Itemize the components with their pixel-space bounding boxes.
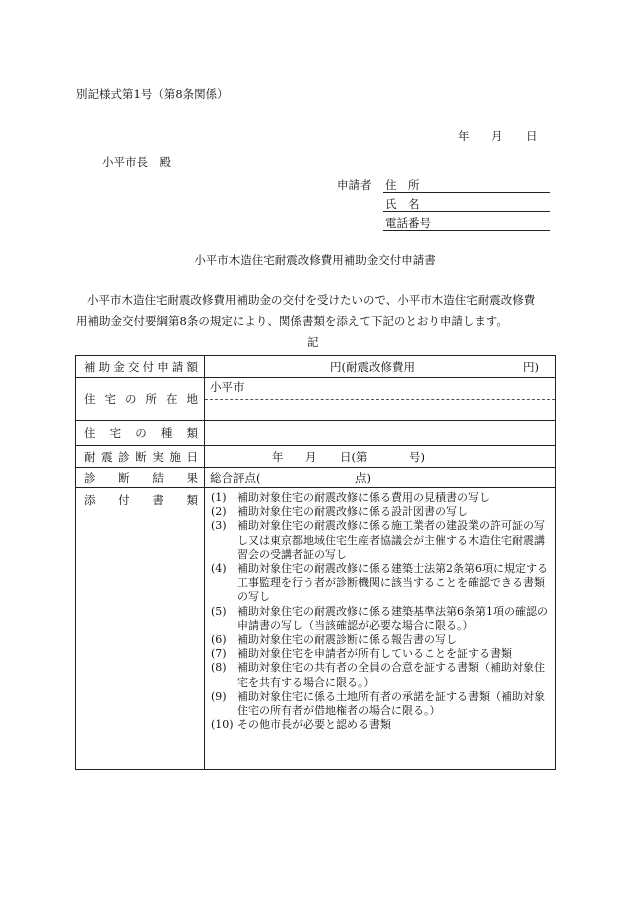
application-table (75, 355, 556, 770)
table-row-attachments (76, 488, 556, 770)
attachment-item (211, 647, 551, 661)
attachment-text: 補助対象住宅の耐震改修に係る設計図書の写し (237, 505, 468, 519)
attachment-item (211, 661, 551, 689)
location-label: 住宅の所在地 (76, 378, 205, 421)
attachment-item (211, 718, 551, 732)
attachment-text: 補助対象住宅の耐震改修に係る費用の見積書の写し (237, 491, 490, 504)
diagnosis-day: 日(第 (340, 449, 368, 464)
attachment-item (211, 491, 551, 505)
location-value-line2[interactable] (205, 400, 555, 420)
table-row-location (76, 378, 556, 421)
attachment-text: 補助対象住宅の耐震改修に係る建築基準法第6条第1項の確認の申請書の写し（当該確認が必要な場合に限る。） (237, 604, 548, 632)
location-value: 小平市 (205, 378, 555, 400)
amount-value: 円(耐震改修費用 (330, 359, 415, 374)
diagnosis-month: 月 (305, 449, 317, 464)
type-label: 住宅の種類 (76, 421, 205, 446)
attachment-number: (6) (211, 633, 227, 647)
ki-mark: 記 (307, 335, 319, 349)
attachment-item (211, 562, 551, 605)
document-title: 小平市木造住宅耐震改修費用補助金交付申請書 (194, 253, 436, 267)
diagnosis-number: 号) (409, 449, 425, 464)
address-field-label: 住 所 (385, 178, 420, 192)
attachment-number: (9) (211, 689, 227, 703)
location-cell[interactable] (205, 378, 556, 421)
attachment-number: (10) (211, 718, 234, 732)
phone-field-label: 電話番号 (385, 216, 431, 230)
address-field-line[interactable] (383, 192, 550, 193)
body-text-line1: 小平市木造住宅耐震改修費用補助金の交付を受けたいので、小平市木造住宅耐震改修費 (87, 293, 536, 307)
attachment-number: (4) (211, 562, 227, 576)
attachment-number: (7) (211, 647, 227, 661)
attachments-cell (205, 488, 556, 770)
date-year-label: 年 (458, 129, 470, 143)
phone-field-line[interactable] (383, 230, 550, 231)
name-field-line[interactable] (383, 211, 550, 212)
name-field-label: 氏 名 (385, 197, 420, 211)
attachment-number: (3) (211, 519, 227, 533)
table-row-diagnosis-date (76, 446, 556, 468)
attachment-number: (1) (211, 491, 227, 504)
attachment-text: その他市長が必要と認める書類 (237, 718, 391, 732)
type-cell[interactable] (205, 421, 556, 446)
result-cell[interactable] (205, 468, 556, 488)
diagnosis-date-cell[interactable] (205, 446, 556, 468)
attachment-text: 補助対象住宅の共有者の全員の合意を証する書類（補助対象住宅を共有する場合に限る。） (237, 661, 545, 689)
attachment-text: 補助対象住宅の耐震改修に係る施工業者の建設業の許可証の写し又は東京都地域住宅生産者協議会が主催する木造住宅耐震講習会の受講者証の写し (237, 519, 545, 561)
amount-cell[interactable] (205, 356, 556, 378)
attachment-item (211, 505, 551, 519)
body-text-line2: 用補助金交付要綱第8条の規定により、関係書類を添えて下記のとおり申請します。 (76, 314, 508, 328)
result-label: 診断結果 (76, 468, 205, 488)
amount-value-end: 円) (523, 359, 539, 374)
table-row-type (76, 421, 556, 446)
table-row-result (76, 468, 556, 488)
date-month-label: 月 (491, 129, 503, 143)
attachment-item (211, 519, 551, 562)
addressee: 小平市長 殿 (102, 155, 171, 169)
result-value: 総合評点( (210, 470, 261, 485)
attachments-list (205, 488, 555, 736)
result-value-end: 点) (355, 470, 371, 485)
amount-label: 補助金交付申請額 (76, 356, 205, 378)
attachment-item (211, 605, 551, 633)
attachment-text: 補助対象住宅に係る土地所有者の承諾を証する書類（補助対象住宅の所有者が借地権者の場合に限る。） (237, 689, 545, 718)
attachment-text: 補助対象住宅を申請者が所有していることを証する書類 (237, 647, 512, 661)
form-number: 別記様式第1号（第8条関係） (76, 87, 229, 101)
attachment-number: (5) (211, 604, 227, 618)
attachment-text: 補助対象住宅の耐震診断に係る報告書の写し (237, 633, 457, 647)
table-row-amount (76, 356, 556, 378)
diagnosis-date-label: 耐震診断実施日 (76, 446, 205, 468)
attachment-text: 補助対象住宅の耐震改修に係る建築士法第2条第6項に規定する工事監理を行う者が診断機関に該当することを確認できる書類の写し (237, 562, 548, 604)
attachment-number: (2) (211, 505, 227, 519)
applicant-label: 申請者 (337, 178, 372, 192)
attachment-item (211, 690, 551, 718)
diagnosis-year: 年 (272, 449, 284, 464)
date-day-label: 日 (526, 129, 538, 143)
attach-label: 添付書類 (76, 488, 205, 770)
attachment-number: (8) (211, 661, 227, 675)
attachment-item (211, 633, 551, 647)
